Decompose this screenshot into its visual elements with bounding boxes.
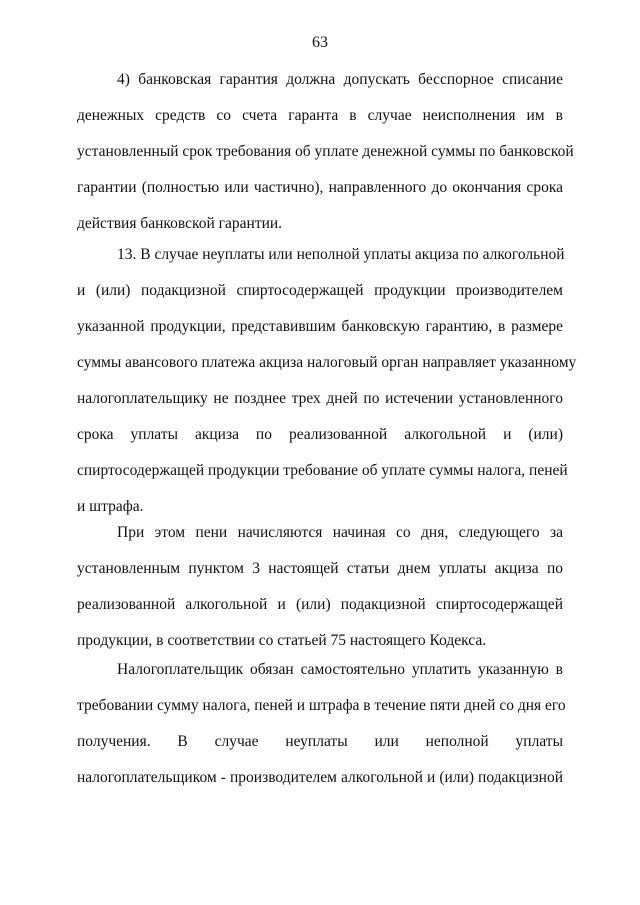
text-line: срока уплаты акциза по реализованной алкогольной и (или) [77, 426, 563, 443]
text-line: суммы авансового платежа акциза налоговый орган направляет указанному [77, 354, 577, 371]
text-line: 13. В случае неуплаты или неполной уплаты акциза по алкогольной [117, 246, 565, 263]
paragraph-clause-13 [77, 245, 577, 533]
text-line: требовании сумму налога, пеней и штрафа в течение пяти дней со дня его [77, 697, 566, 714]
text-line: реализованной алкогольной и (или) подакцизной спиртосодержащей [77, 596, 563, 613]
page-number: 63 [312, 34, 328, 51]
text-line: Налогоплательщик обязан самостоятельно уплатить указанную в [117, 661, 563, 678]
paragraph-penalties [77, 523, 563, 667]
text-line: денежных средств со счета гаранта в случае неисполнения им в [77, 107, 563, 124]
text-line: спиртосодержащей продукции требование об уплате суммы налога, пеней [77, 462, 568, 479]
text-line: установленный срок требования об уплате денежной суммы по банковской [77, 143, 574, 160]
text-line: и штрафа. [77, 498, 144, 515]
paragraph-bank-guarantee-item-4 [77, 70, 574, 250]
text-line: налогоплательщиком - производителем алкогольной и (или) подакцизной [77, 769, 563, 786]
text-line: налогоплательщику не позднее трех дней по истечении установленного [77, 390, 563, 407]
text-line: установленным пунктом 3 настоящей статьи днем уплаты акциза по [77, 560, 563, 577]
text-line: 4) банковская гарантия должна допускать бесспорное списание [117, 71, 563, 88]
paragraph-taxpayer-obligation [77, 660, 566, 804]
text-line: и (или) подакцизной спиртосодержащей продукции производителем [77, 282, 563, 299]
text-line: продукции, в соответствии со статьей 75 настоящего Кодекса. [77, 632, 487, 649]
text-line: гарантии (полностью или частично), направленного до окончания срока [77, 179, 563, 196]
text-line: действия банковской гарантии. [77, 215, 283, 232]
text-line: получения. В случае неуплаты или неполной уплаты [77, 733, 563, 750]
text-line: При этом пени начисляются начиная со дня, следующего за [117, 524, 563, 541]
text-line: указанной продукции, представившим банковскую гарантию, в размере [77, 318, 563, 335]
